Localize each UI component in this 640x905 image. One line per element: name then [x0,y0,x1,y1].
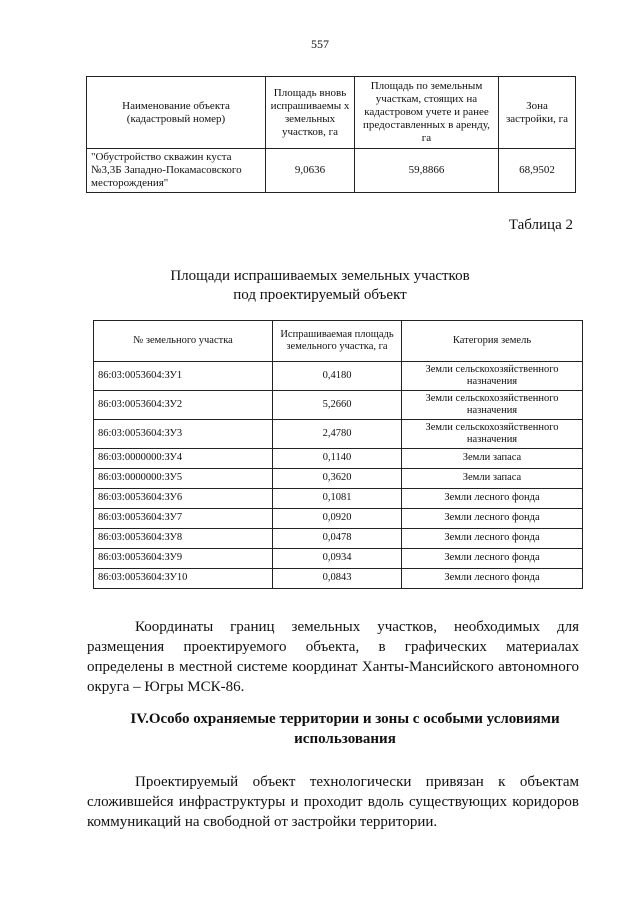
section-heading: IV.Особо охраняемые территории и зоны с особыми условиями использования [130,711,560,747]
plot-area-cell: 0,1081 [273,489,402,509]
zone-area-cell: 68,9502 [499,149,576,193]
plot-number-cell: 86:03:0000000:ЗУ4 [94,449,273,469]
table-row [94,529,583,549]
table-header-row [94,321,583,362]
plot-category-cell: Земли сельскохозяйственного назначения [402,420,583,449]
object-area-table [86,76,576,193]
plot-area-cell: 2,4780 [273,420,402,449]
table-row [94,509,583,529]
registered-area-cell: 59,8866 [355,149,499,193]
table-title-line1: Площади испрашиваемых земельных участков [170,268,470,284]
plot-number-cell: 86:03:0053604:ЗУ8 [94,529,273,549]
plot-category-cell: Земли лесного фонда [402,509,583,529]
plot-area-cell: 0,1140 [273,449,402,469]
table-row [94,362,583,391]
plot-area-cell: 0,0478 [273,529,402,549]
plot-area-cell: 5,2660 [273,391,402,420]
table-title-line2: под проектируемый объект [233,287,407,303]
plot-number-cell: 86:03:0053604:ЗУ9 [94,549,273,569]
header-zone-area: Зона застройки, га [499,77,576,149]
table-title [0,267,640,305]
table-row [94,469,583,489]
plot-area-cell: 0,0920 [273,509,402,529]
plot-category-cell: Земли запаса [402,449,583,469]
table-header-row [87,77,576,149]
plot-area-cell: 0,0843 [273,569,402,589]
plot-area-cell: 0,0934 [273,549,402,569]
header-land-category: Категория земель [402,321,583,362]
plot-category-cell: Земли лесного фонда [402,549,583,569]
plot-number-cell: 86:03:0000000:ЗУ5 [94,469,273,489]
table-caption: Таблица 2 [508,217,573,233]
plot-category-cell: Земли лесного фонда [402,529,583,549]
header-object-name: Наименование объекта (кадастровый номер) [87,77,266,149]
plot-number-cell: 86:03:0053604:ЗУ6 [94,489,273,509]
table-row [87,149,576,193]
header-new-area: Площадь вновь испрашиваемы х земельных участков, га [266,77,355,149]
land-plots-table [93,320,583,589]
plot-category-cell: Земли сельскохозяйственного назначения [402,391,583,420]
object-name-cell: "Обустройство скважин куста №3,3Б Западно-Покамасовского месторождения" [87,149,266,193]
infrastructure-paragraph: Проектируемый объект технологически привязан к объектам сложившейся инфраструктуры и проходит вдоль существующих коридоров коммуникаций на свободной от застройки территории. [87,774,579,830]
header-requested-area: Испрашиваемая площадь земельного участка, га [273,321,402,362]
table-row [94,569,583,589]
plot-area-cell: 0,3620 [273,469,402,489]
table-row [94,489,583,509]
table-row [94,391,583,420]
plot-category-cell: Земли лесного фонда [402,569,583,589]
plot-category-cell: Земли сельскохозяйственного назначения [402,362,583,391]
plot-category-cell: Земли запаса [402,469,583,489]
header-plot-number: № земельного участка [94,321,273,362]
plot-number-cell: 86:03:0053604:ЗУ1 [94,362,273,391]
table-row [94,420,583,449]
coordinates-paragraph: Координаты границ земельных участков, необходимых для размещения проектируемого объекта, в графических материалах определены в местной системе координат Ханты-Мансийского автономного округа – Югры МСК-86. [87,619,579,695]
table-row [94,549,583,569]
header-registered-area: Площадь по земельным участкам, стоящих на кадастровом учете и ранее предоставленных в аренду, га [355,77,499,149]
plot-number-cell: 86:03:0053604:ЗУ3 [94,420,273,449]
plot-number-cell: 86:03:0053604:ЗУ2 [94,391,273,420]
plot-number-cell: 86:03:0053604:ЗУ10 [94,569,273,589]
new-area-cell: 9,0636 [266,149,355,193]
plot-area-cell: 0,4180 [273,362,402,391]
page-number: 557 [311,37,329,51]
plot-category-cell: Земли лесного фонда [402,489,583,509]
plot-number-cell: 86:03:0053604:ЗУ7 [94,509,273,529]
table-row [94,449,583,469]
